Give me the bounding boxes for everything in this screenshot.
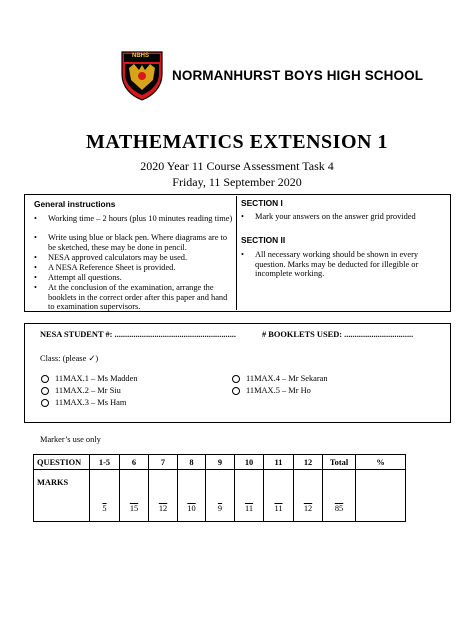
class-label: Class: (please ✓) <box>40 354 99 363</box>
nesa-student-number-field[interactable]: NESA STUDENT #: .......................................................... <box>40 330 236 339</box>
header-cell: 9 <box>206 455 235 470</box>
instruction-item: • A NESA Reference Sheet is provided. <box>34 263 176 272</box>
mark-cell[interactable]: 12 <box>294 470 323 522</box>
instruction-item: • Attempt all questions. <box>34 273 122 282</box>
class-option-11max2[interactable]: 11MAX.2 – Mr Siu <box>41 386 121 395</box>
header-cell: 12 <box>294 455 323 470</box>
header-cell: Total <box>323 455 356 470</box>
instruction-item: • Write using blue or black pen. Where diagrams are to be sketched, these may be done in pencil. <box>34 233 228 252</box>
exam-date: Friday, 11 September 2020 <box>172 175 302 189</box>
mark-cell[interactable]: 5 <box>90 470 120 522</box>
instruction-item: • Working time – 2 hours (plus 10 minutes reading time) <box>34 214 233 223</box>
school-name: NORMANHURST BOYS HIGH SCHOOL <box>172 68 424 83</box>
header-cell: % <box>356 455 406 470</box>
instruction-item: • At the conclusion of the examination, arrange the booklets in the correct order after this paper and hand to examination supervisors. <box>34 283 228 312</box>
booklets-used-field[interactable]: # BOOKLETS USED: ................................. <box>262 330 414 339</box>
section-2-heading: SECTION II <box>241 235 286 245</box>
mark-cell[interactable]: 11 <box>235 470 264 522</box>
class-option-11max5[interactable]: 11MAX.5 – Mr Ho <box>232 386 311 395</box>
instructions-divider <box>236 196 237 310</box>
crest-text: NBHS <box>132 53 150 59</box>
section-1-heading: SECTION I <box>241 198 283 208</box>
table-header-row <box>34 455 406 470</box>
mark-cell[interactable]: 10 <box>178 470 206 522</box>
class-option-11max4[interactable]: 11MAX.4 – Mr Sekaran <box>232 374 328 383</box>
total-cell[interactable]: 85 <box>323 470 356 522</box>
marks-row <box>34 470 406 522</box>
header-cell: 6 <box>120 455 149 470</box>
radio-circle-icon[interactable] <box>41 375 49 383</box>
mark-cell[interactable]: 11 <box>264 470 294 522</box>
header-cell: 10 <box>235 455 264 470</box>
header-cell: QUESTION <box>34 455 90 470</box>
header-cell: 11 <box>264 455 294 470</box>
markers-caption: Marker’s use only <box>40 435 101 444</box>
section-1-item: • Mark your answers on the answer grid provided <box>241 212 416 221</box>
header-cell: 7 <box>149 455 178 470</box>
header-cell: 1-5 <box>90 455 120 470</box>
instruction-item: • NESA approved calculators may be used. <box>34 253 188 262</box>
section-2-item: • All necessary working should be shown in every question. Marks may be deducted for illegible or incomplete working. <box>241 250 419 279</box>
radio-circle-icon[interactable] <box>41 399 49 407</box>
radio-circle-icon[interactable] <box>232 387 240 395</box>
radio-circle-icon[interactable] <box>41 387 49 395</box>
page-title: MATHEMATICS EXTENSION 1 <box>86 131 388 153</box>
subtitle: 2020 Year 11 Course Assessment Task 4 <box>140 159 334 173</box>
percent-cell[interactable] <box>356 470 406 522</box>
mark-cell[interactable]: 12 <box>149 470 178 522</box>
marks-row-label: MARKS <box>34 470 90 522</box>
mark-cell[interactable]: 9 <box>206 470 235 522</box>
general-instructions-heading: General instructions <box>34 199 116 209</box>
radio-circle-icon[interactable] <box>232 375 240 383</box>
header-cell: 8 <box>178 455 206 470</box>
mark-cell[interactable]: 15 <box>120 470 149 522</box>
marks-table <box>33 454 406 522</box>
class-option-11max3[interactable]: 11MAX.3 – Ms Ham <box>41 398 126 407</box>
school-crest <box>120 50 164 102</box>
class-option-11max1[interactable]: 11MAX.1 – Ms Madden <box>41 374 138 383</box>
